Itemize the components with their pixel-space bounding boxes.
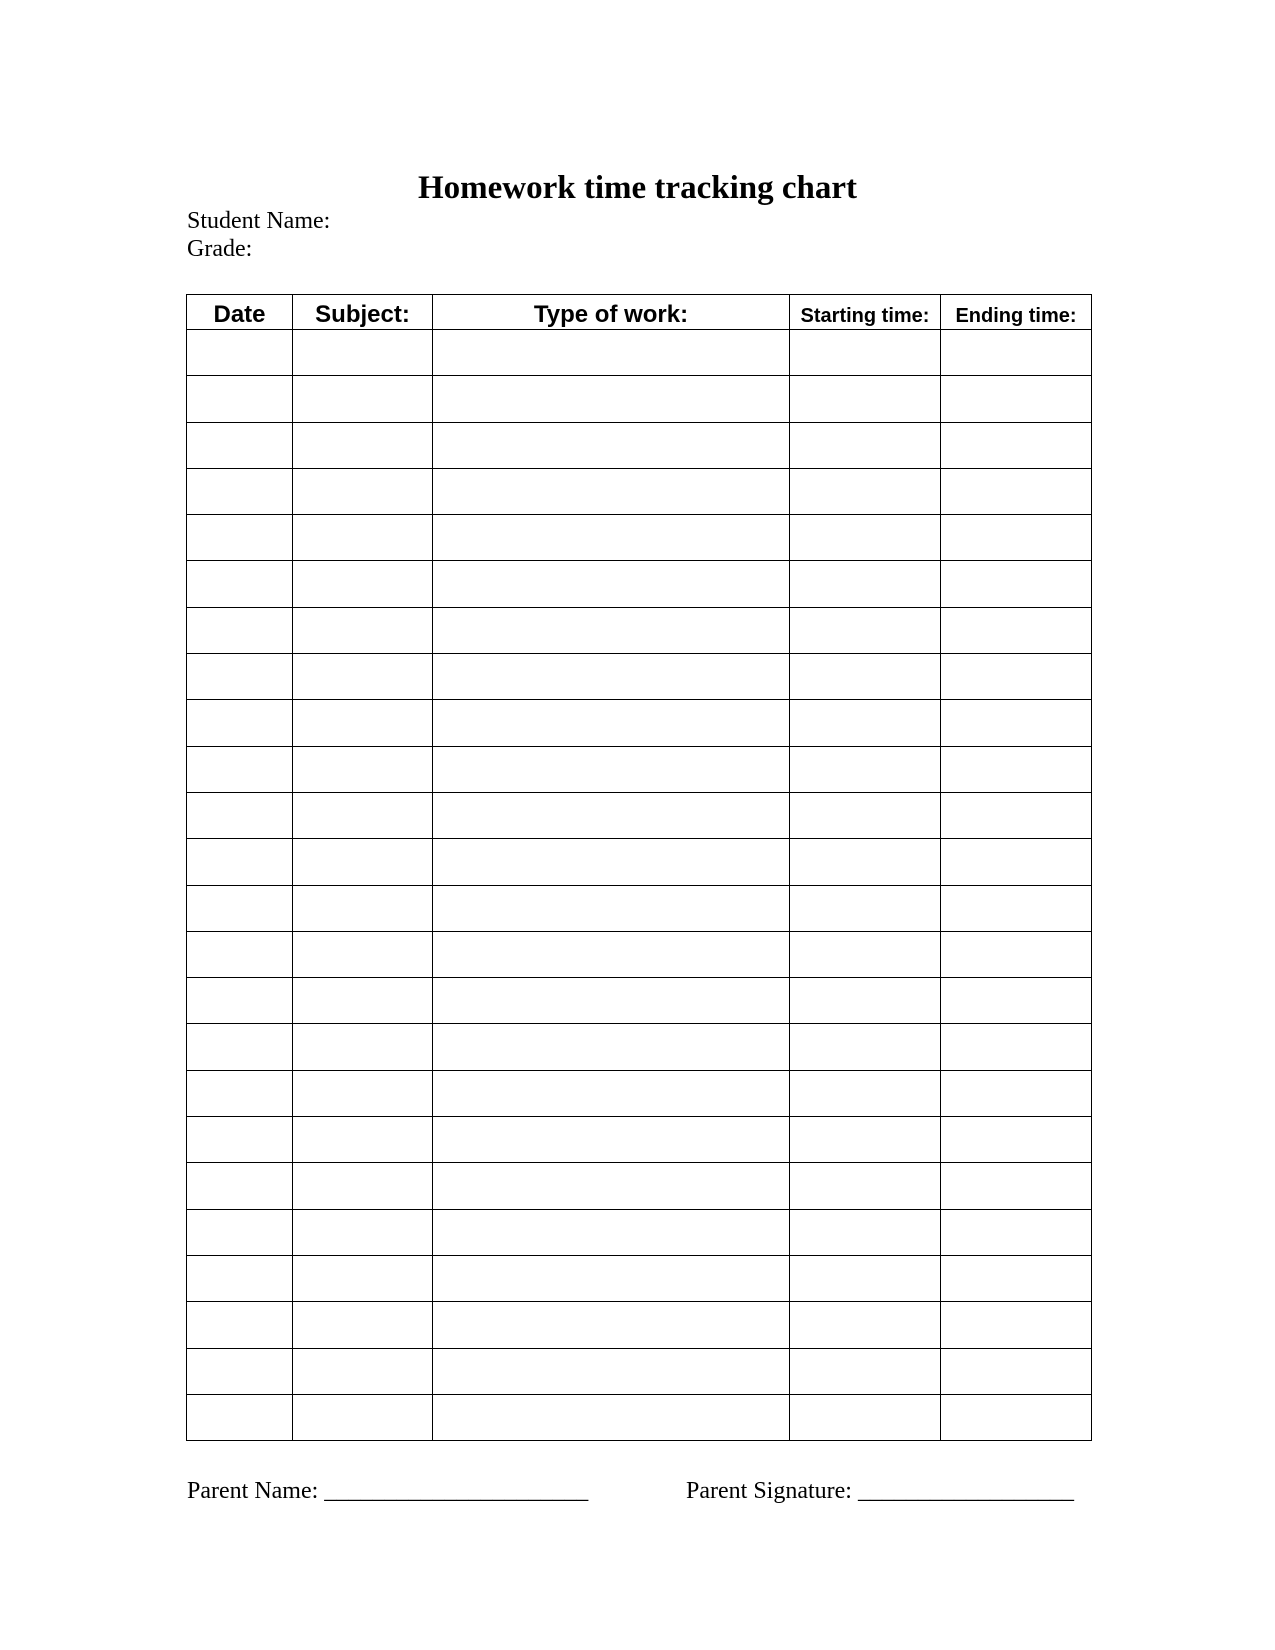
type-of-work-cell bbox=[433, 422, 790, 468]
date-cell bbox=[187, 330, 293, 376]
starting-time-cell bbox=[790, 561, 941, 607]
subject-cell bbox=[293, 654, 433, 700]
subject-cell bbox=[293, 1070, 433, 1116]
ending-time-cell bbox=[941, 1163, 1092, 1209]
type-of-work-cell bbox=[433, 839, 790, 885]
table-row bbox=[187, 1302, 1092, 1348]
date-cell bbox=[187, 1024, 293, 1070]
table-row bbox=[187, 468, 1092, 514]
starting-time-cell bbox=[790, 1163, 941, 1209]
date-cell bbox=[187, 422, 293, 468]
subject-cell bbox=[293, 468, 433, 514]
starting-time-cell bbox=[790, 1117, 941, 1163]
starting-time-cell bbox=[790, 1070, 941, 1116]
starting-time-cell bbox=[790, 792, 941, 838]
type-of-work-cell bbox=[433, 1070, 790, 1116]
table-row bbox=[187, 1024, 1092, 1070]
table-row bbox=[187, 746, 1092, 792]
table-row bbox=[187, 422, 1092, 468]
subject-cell bbox=[293, 376, 433, 422]
subject-cell bbox=[293, 1024, 433, 1070]
table-row bbox=[187, 1255, 1092, 1301]
date-cell bbox=[187, 1302, 293, 1348]
table-row bbox=[187, 839, 1092, 885]
subject-cell bbox=[293, 1255, 433, 1301]
subject-cell bbox=[293, 1163, 433, 1209]
type-of-work-cell bbox=[433, 1117, 790, 1163]
table-row bbox=[187, 1394, 1092, 1440]
type-of-work-cell bbox=[433, 792, 790, 838]
table-row bbox=[187, 654, 1092, 700]
ending-time-cell bbox=[941, 931, 1092, 977]
date-cell bbox=[187, 654, 293, 700]
type-of-work-cell bbox=[433, 931, 790, 977]
type-of-work-cell bbox=[433, 1024, 790, 1070]
table-body bbox=[187, 330, 1092, 1441]
type-of-work-cell bbox=[433, 654, 790, 700]
ending-time-cell bbox=[941, 1394, 1092, 1440]
type-of-work-cell bbox=[433, 1302, 790, 1348]
starting-time-cell bbox=[790, 1302, 941, 1348]
type-of-work-cell bbox=[433, 746, 790, 792]
type-of-work-cell bbox=[433, 1394, 790, 1440]
subject-cell bbox=[293, 1209, 433, 1255]
date-cell bbox=[187, 700, 293, 746]
type-of-work-cell bbox=[433, 1163, 790, 1209]
starting-time-cell bbox=[790, 1394, 941, 1440]
type-of-work-cell bbox=[433, 607, 790, 653]
subject-cell bbox=[293, 330, 433, 376]
date-cell bbox=[187, 839, 293, 885]
table-row bbox=[187, 1348, 1092, 1394]
ending-time-cell bbox=[941, 468, 1092, 514]
date-cell bbox=[187, 792, 293, 838]
starting-time-cell bbox=[790, 607, 941, 653]
starting-time-cell bbox=[790, 1348, 941, 1394]
table-row bbox=[187, 1163, 1092, 1209]
page-title: Homework time tracking chart bbox=[418, 170, 857, 206]
starting-time-cell bbox=[790, 978, 941, 1024]
subject-cell bbox=[293, 839, 433, 885]
starting-time-cell bbox=[790, 654, 941, 700]
date-cell bbox=[187, 746, 293, 792]
type-of-work-cell bbox=[433, 885, 790, 931]
ending-time-cell bbox=[941, 700, 1092, 746]
ending-time-cell bbox=[941, 1070, 1092, 1116]
subject-cell bbox=[293, 931, 433, 977]
starting-time-cell bbox=[790, 839, 941, 885]
table-row bbox=[187, 700, 1092, 746]
date-cell bbox=[187, 1070, 293, 1116]
starting-time-cell bbox=[790, 885, 941, 931]
column-header-ending-time: Ending time: bbox=[941, 295, 1092, 330]
subject-cell bbox=[293, 746, 433, 792]
ending-time-cell bbox=[941, 839, 1092, 885]
column-header-type-of-work: Type of work: bbox=[433, 295, 790, 330]
table-row bbox=[187, 515, 1092, 561]
date-cell bbox=[187, 1348, 293, 1394]
column-header-starting-time: Starting time: bbox=[790, 295, 941, 330]
subject-cell bbox=[293, 700, 433, 746]
ending-time-cell bbox=[941, 422, 1092, 468]
starting-time-cell bbox=[790, 700, 941, 746]
table-row bbox=[187, 330, 1092, 376]
subject-cell bbox=[293, 1117, 433, 1163]
starting-time-cell bbox=[790, 1255, 941, 1301]
ending-time-cell bbox=[941, 1255, 1092, 1301]
starting-time-cell bbox=[790, 330, 941, 376]
date-cell bbox=[187, 468, 293, 514]
type-of-work-cell bbox=[433, 561, 790, 607]
type-of-work-cell bbox=[433, 330, 790, 376]
starting-time-cell bbox=[790, 1024, 941, 1070]
ending-time-cell bbox=[941, 561, 1092, 607]
ending-time-cell bbox=[941, 515, 1092, 561]
ending-time-cell bbox=[941, 376, 1092, 422]
ending-time-cell bbox=[941, 792, 1092, 838]
type-of-work-cell bbox=[433, 1255, 790, 1301]
ending-time-cell bbox=[941, 1302, 1092, 1348]
table-row bbox=[187, 1209, 1092, 1255]
date-cell bbox=[187, 1394, 293, 1440]
tracking-table bbox=[186, 294, 1092, 1441]
type-of-work-cell bbox=[433, 978, 790, 1024]
table-row bbox=[187, 885, 1092, 931]
date-cell bbox=[187, 1209, 293, 1255]
type-of-work-cell bbox=[433, 376, 790, 422]
date-cell bbox=[187, 1255, 293, 1301]
table-row bbox=[187, 1117, 1092, 1163]
starting-time-cell bbox=[790, 931, 941, 977]
ending-time-cell bbox=[941, 330, 1092, 376]
ending-time-cell bbox=[941, 1117, 1092, 1163]
ending-time-cell bbox=[941, 1209, 1092, 1255]
subject-cell bbox=[293, 515, 433, 561]
starting-time-cell bbox=[790, 515, 941, 561]
type-of-work-cell bbox=[433, 1348, 790, 1394]
subject-cell bbox=[293, 561, 433, 607]
subject-cell bbox=[293, 1394, 433, 1440]
subject-cell bbox=[293, 885, 433, 931]
starting-time-cell bbox=[790, 746, 941, 792]
column-header-subject: Subject: bbox=[293, 295, 433, 330]
date-cell bbox=[187, 1163, 293, 1209]
ending-time-cell bbox=[941, 885, 1092, 931]
parent-signature-field: Parent Signature: __________________ bbox=[686, 1478, 1074, 1504]
subject-cell bbox=[293, 792, 433, 838]
table-row bbox=[187, 607, 1092, 653]
table-row bbox=[187, 931, 1092, 977]
ending-time-cell bbox=[941, 607, 1092, 653]
type-of-work-cell bbox=[433, 1209, 790, 1255]
starting-time-cell bbox=[790, 376, 941, 422]
subject-cell bbox=[293, 422, 433, 468]
subject-cell bbox=[293, 1348, 433, 1394]
starting-time-cell bbox=[790, 422, 941, 468]
starting-time-cell bbox=[790, 1209, 941, 1255]
ending-time-cell bbox=[941, 654, 1092, 700]
type-of-work-cell bbox=[433, 700, 790, 746]
subject-cell bbox=[293, 1302, 433, 1348]
date-cell bbox=[187, 885, 293, 931]
table-row bbox=[187, 1070, 1092, 1116]
ending-time-cell bbox=[941, 978, 1092, 1024]
table-header-row bbox=[187, 295, 1092, 330]
table-row bbox=[187, 792, 1092, 838]
student-name-label: Student Name: bbox=[187, 208, 331, 234]
parent-name-field: Parent Name: ______________________ bbox=[187, 1478, 589, 1504]
date-cell bbox=[187, 607, 293, 653]
ending-time-cell bbox=[941, 1024, 1092, 1070]
subject-cell bbox=[293, 978, 433, 1024]
subject-cell bbox=[293, 607, 433, 653]
ending-time-cell bbox=[941, 1348, 1092, 1394]
date-cell bbox=[187, 561, 293, 607]
date-cell bbox=[187, 1117, 293, 1163]
grade-label: Grade: bbox=[187, 236, 253, 262]
starting-time-cell bbox=[790, 468, 941, 514]
date-cell bbox=[187, 978, 293, 1024]
date-cell bbox=[187, 931, 293, 977]
date-cell bbox=[187, 376, 293, 422]
date-cell bbox=[187, 515, 293, 561]
ending-time-cell bbox=[941, 746, 1092, 792]
type-of-work-cell bbox=[433, 515, 790, 561]
column-header-date: Date bbox=[187, 295, 293, 330]
type-of-work-cell bbox=[433, 468, 790, 514]
table-row bbox=[187, 376, 1092, 422]
table-row bbox=[187, 978, 1092, 1024]
table-row bbox=[187, 561, 1092, 607]
